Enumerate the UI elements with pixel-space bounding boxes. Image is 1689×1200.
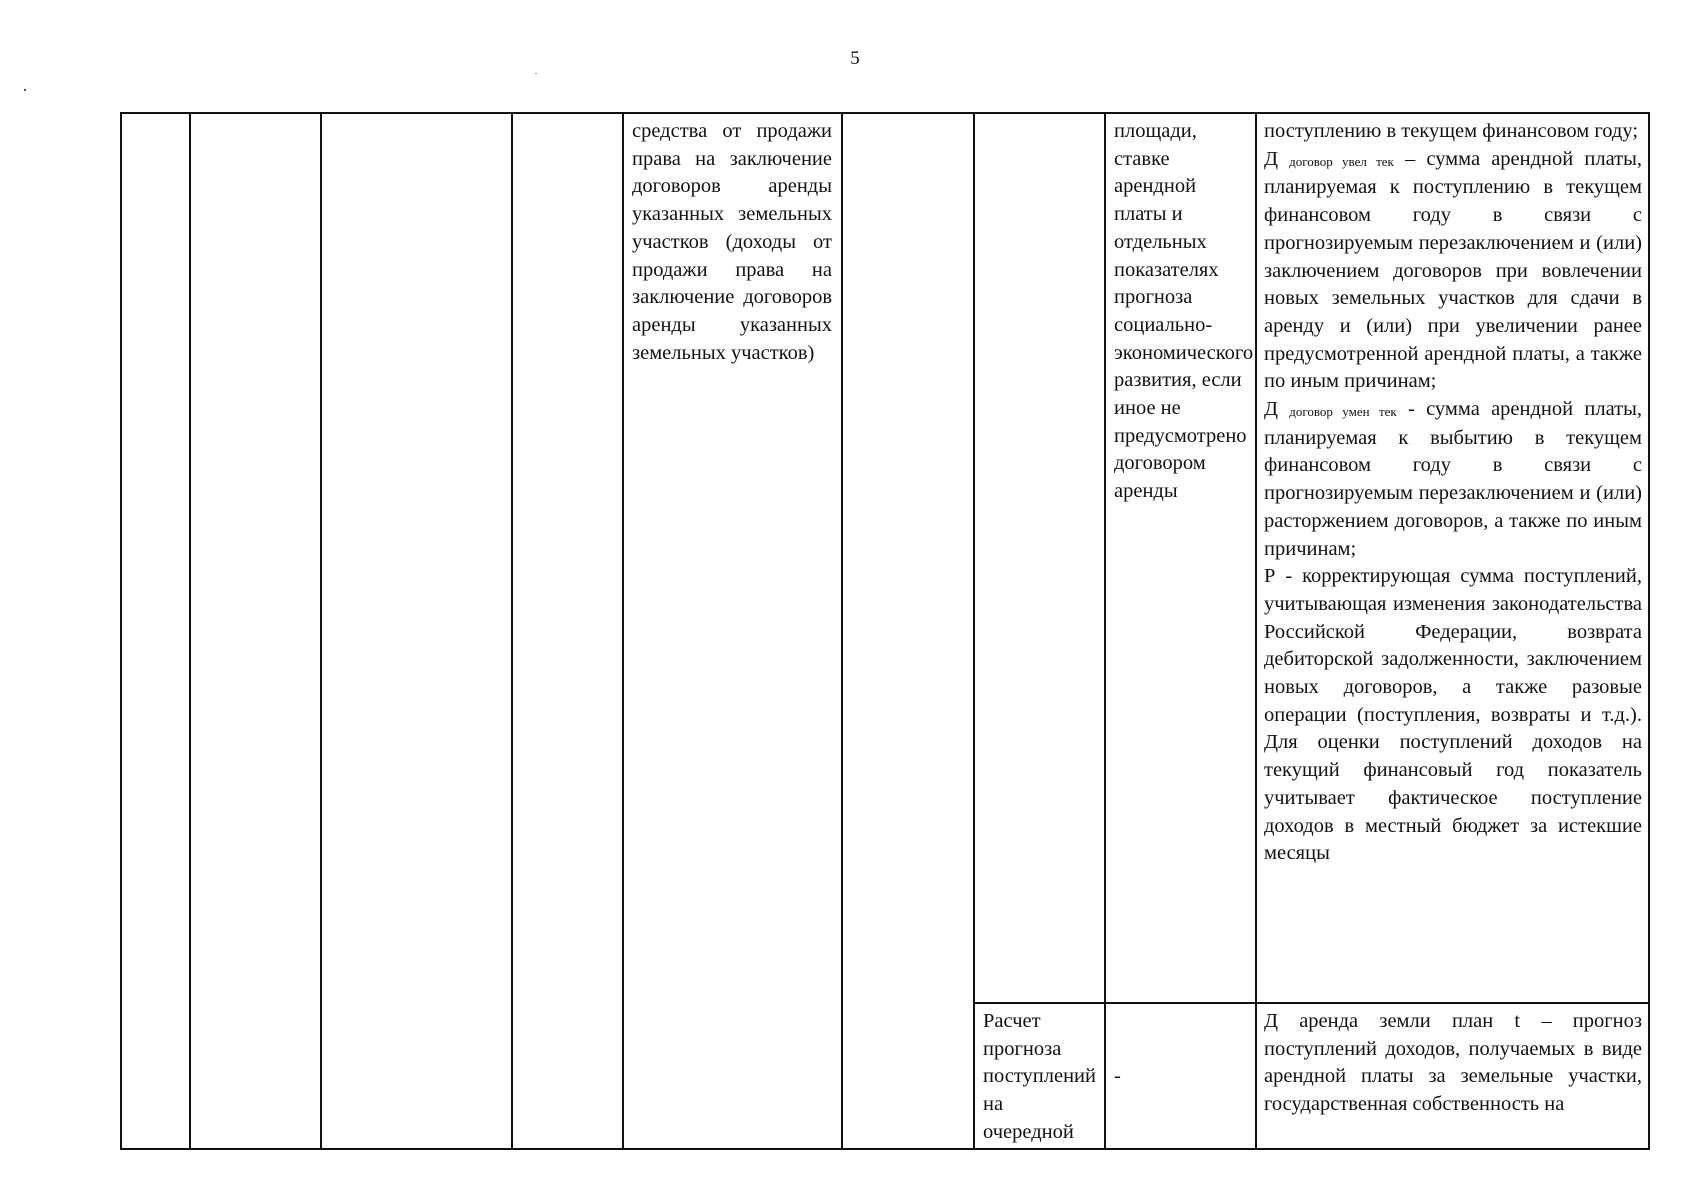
cell-income-source: средства от продажи права на заключение договоров аренды указанных земельных участков (доходы от продажи права на заключение договоров аренды указанных земельных участков) bbox=[632, 120, 832, 364]
cell-rent-basis: площади, ставке арендной платы и отдельных показателях прогноза социально-экономического развития, если иное не предусмотрено договором аренды bbox=[1114, 120, 1254, 503]
cell-dash: - bbox=[1114, 1065, 1121, 1087]
formula-paragraph: поступлению в текущем финансовом году; bbox=[1264, 120, 1639, 142]
scan-artifact bbox=[535, 73, 537, 74]
formula-paragraph: Д $_{договор умен тек}$ - сумма арендной платы, планируемая к выбытию в текущем финансовом году в связи с прогнозируемым перезаключением и (или) расторжением договоров, а также по иным причинам; bbox=[1264, 398, 1642, 560]
table-border-bottom bbox=[120, 1148, 1650, 1150]
table-border-right bbox=[1648, 112, 1650, 1150]
formula-paragraph: Р - корректирующая сумма поступлений, учитывающая изменения законодательства Российской Федерации, возврата дебиторской задолженности, заключением новых договоров, а также разовые операции (поступления, возвраты и т.д.). Для оценки поступлений доходов на текущий финансовый год показатель учитывает фактическое поступление доходов в местный бюджет за истекшие месяцы bbox=[1264, 565, 1642, 865]
page-number: 5 bbox=[850, 48, 860, 69]
formula-paragraph: Д $_{договор увел тек}$ – сумма арендной платы, планируемая к поступлению в текущем финансовом году в связи с прогнозируемым перезаключением и (или) заключением договоров при вовлечении новых земельных участков для сдачи в аренду и (или) при увеличении ранее предусмотренной арендной платы, а также по иным причинам; bbox=[1264, 147, 1642, 393]
cell-forecast-calculation: Расчет прогноза поступлений на очередной bbox=[983, 1010, 1096, 1143]
table bbox=[120, 112, 1650, 1150]
column-divider bbox=[622, 112, 624, 1150]
table-border-left bbox=[120, 112, 122, 1150]
column-divider bbox=[841, 112, 843, 1150]
column-divider bbox=[189, 112, 191, 1150]
column-divider bbox=[320, 112, 322, 1150]
column-divider bbox=[511, 112, 513, 1150]
column-divider bbox=[1104, 112, 1106, 1150]
cell-forecast-description: Д аренда земли план t – прогноз поступлений доходов, получаемых в виде арендной платы за земельные участки, государственная собственность на bbox=[1264, 1010, 1642, 1116]
row-divider bbox=[973, 1002, 1650, 1004]
cell-formula-description bbox=[1264, 118, 1642, 868]
column-divider bbox=[973, 112, 975, 1150]
column-divider bbox=[1255, 112, 1257, 1150]
scan-artifact bbox=[24, 89, 26, 91]
table-border-top bbox=[120, 112, 1650, 114]
